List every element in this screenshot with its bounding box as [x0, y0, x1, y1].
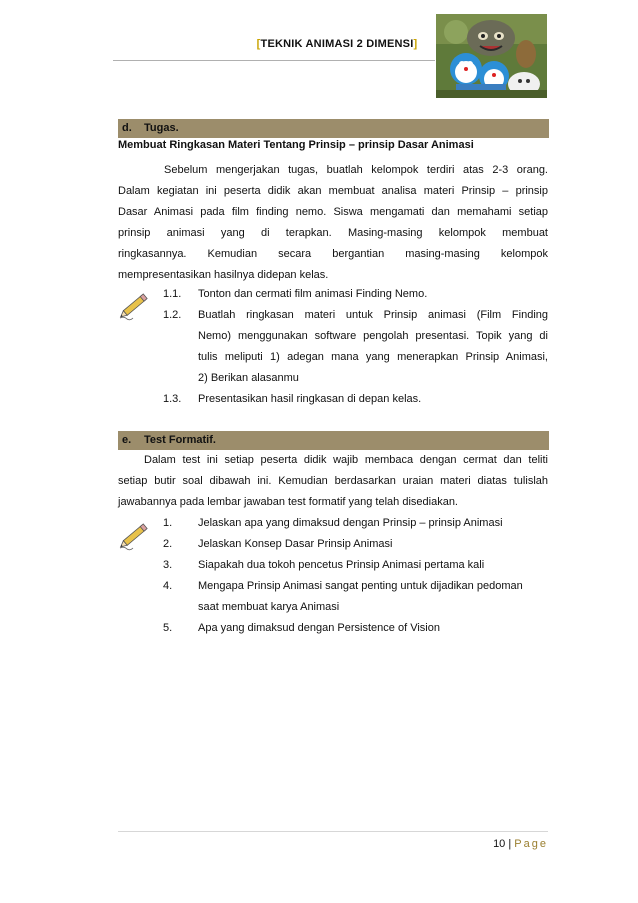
question-line: Siapakah dua tokoh pencetus Prinsip Animasi pertama kali [198, 559, 485, 571]
section-e-heading [118, 431, 549, 450]
question-number: 4. [163, 580, 173, 592]
header-bracket-close: ] [413, 38, 418, 50]
question-line: Jelaskan Konsep Dasar Prinsip Animasi [198, 538, 393, 550]
task-number: 1.3. [163, 393, 182, 405]
question-text [198, 513, 548, 534]
task-number: 1.2. [163, 309, 182, 321]
header-bracket-open: [ [256, 38, 261, 50]
footer-separator: | [508, 838, 512, 850]
footer-rule [118, 831, 548, 832]
paragraph-line: prinsip animasi yang di terapkan. Masing-masing kelompok membuat [118, 227, 548, 239]
question-line: Jelaskan apa yang dimaksud dengan Prinsip – prinsip Animasi [198, 517, 503, 529]
header-cartoon-image [436, 14, 547, 98]
section-d-letter: d. [122, 122, 132, 134]
question-number: 5. [163, 622, 173, 634]
section-d-heading [118, 119, 549, 138]
task-line: tulis meliputi 1) adegan mana yang menerapkan Prinsip Animasi, [198, 351, 548, 363]
question-text [198, 618, 548, 639]
task-line: Presentasikan hasil ringkasan di depan kelas. [198, 393, 422, 405]
task-number: 1.1. [163, 288, 182, 300]
question-text [198, 555, 548, 576]
paragraph-line: jawabannya pada lembar jawaban test formatif yang telah disediakan. [118, 496, 458, 508]
paragraph-line: setiap butir soal dibawah ini. Kemudian berdasarkan uraian materi diatas tulislah [118, 475, 548, 487]
task-line: Buatlah ringkasan materi untuk Prinsip animasi (Film Finding [198, 309, 548, 321]
task-text [198, 389, 548, 410]
paragraph-line: Sebelum mengerjakan tugas, buatlah kelompok terdiri atas 2-3 orang. [164, 164, 548, 176]
question-text [198, 534, 548, 555]
task-line: 2) Berikan alasanmu [198, 372, 299, 384]
question-line: Mengapa Prinsip Animasi sangat penting untuk dijadikan pedoman [198, 580, 523, 592]
paragraph-line: Dalam kegiatan ini peserta didik akan membuat analisa materi Prinsip – prinsip [118, 185, 548, 197]
header-title-text: TEKNIK ANIMASI 2 DIMENSI [260, 38, 414, 50]
section-d-paragraph [118, 160, 548, 286]
section-e-paragraph [118, 450, 548, 513]
question-number: 1. [163, 517, 173, 529]
pencil-icon [118, 286, 154, 322]
running-header [252, 38, 422, 50]
page-number: 10 [493, 838, 506, 850]
paragraph-line: mempresentasikan hasilnya didepan kelas. [118, 269, 329, 281]
task-line: Nemo) menggunakan software pengolah presentasi. Topik yang di [198, 330, 548, 342]
section-e-title: Test Formatif. [144, 434, 216, 446]
task-text [198, 305, 548, 389]
question-text [198, 576, 550, 618]
section-d-title: Tugas. [144, 122, 179, 134]
question-line: saat membuat karya Animasi [198, 601, 340, 613]
section-e-letter: e. [122, 434, 132, 446]
task-text [198, 284, 548, 305]
page-footer [430, 838, 548, 850]
paragraph-line: Dalam test ini setiap peserta didik wajib membaca dengan cermat dan teliti [144, 454, 548, 466]
question-number: 3. [163, 559, 173, 571]
question-line: Apa yang dimaksud dengan Persistence of Vision [198, 622, 440, 634]
paragraph-line: Dasar Animasi pada film finding nemo. Siswa mengamati dan memahami setiap [118, 206, 548, 218]
question-number: 2. [163, 538, 173, 550]
task-line: Tonton dan cermati film animasi Finding Nemo. [198, 288, 428, 300]
page-label: Page [514, 838, 548, 850]
paragraph-line: ringkasannya. Kemudian secara bergantian masing-masing kelompok [118, 248, 548, 260]
section-d-subtitle: Membuat Ringkasan Materi Tentang Prinsip – prinsip Dasar Animasi [118, 139, 474, 151]
pencil-icon [118, 516, 154, 552]
header-rule [113, 60, 435, 61]
